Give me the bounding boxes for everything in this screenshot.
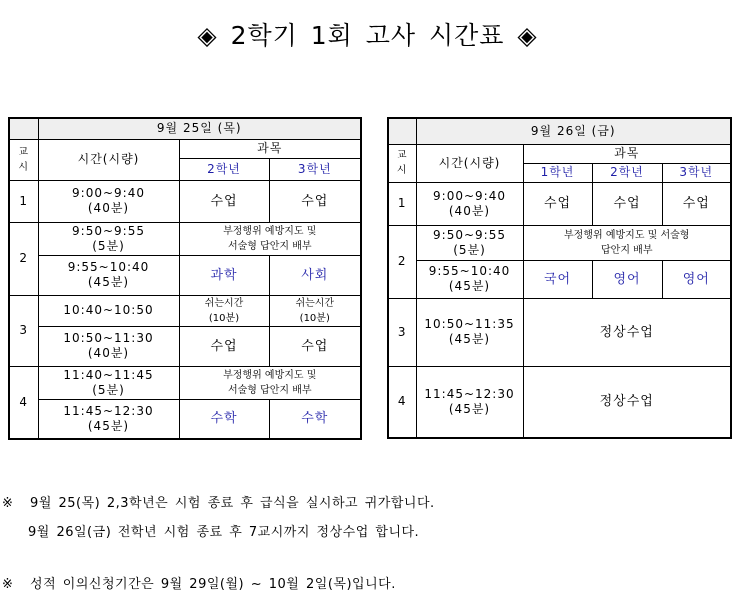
subject-cell: 영어 [592,260,662,298]
grade-header: 1학년 [523,163,592,182]
time-cell: 9:50~9:55 (5분) [38,222,179,255]
note-1b [28,521,419,540]
period-cell: 1 [9,180,38,222]
note-text: 9월 26일(금) 전학년 시험 종료 후 7교시까지 정상수업 합니다. [28,525,420,540]
subject-cell: 수업 [269,180,361,222]
subject-cell: 사회 [269,255,361,295]
grade-header: 2학년 [179,158,269,180]
time-cell: 11:40~11:45 (5분) [38,366,179,399]
time-cell: 9:55~10:40 (45분) [416,260,523,298]
subject-header: 과목 [179,139,361,158]
time-cell: 10:50~11:30 (40분) [38,326,179,366]
period-cell: 3 [9,295,38,366]
time-cell: 10:50~11:35 (45분) [416,298,523,366]
period-cell: 2 [9,222,38,295]
date-header: 9월 25일 (목) [38,118,361,139]
note-1 [2,492,435,511]
date-header: 9월 26일 (금) [416,118,731,144]
break-cell: 쉬는시간 (10분) [269,295,361,326]
subject-cell: 수업 [179,180,269,222]
subject-cell: 수업 [179,326,269,366]
time-cell: 9:50~9:55 (5분) [416,225,523,260]
note-text: 성적 이의신청기간은 9월 29일(월) ~ 10월 2일(목)입니다. [30,577,396,592]
note-mark: ※ [2,577,14,592]
notice-cell: 부정행위 예방지도 및 서술형 답안지 배부 [523,225,731,260]
subject-header: 과목 [523,144,731,163]
subject-cell: 국어 [523,260,592,298]
time-cell: 11:45~12:30 (45분) [38,399,179,439]
grade-header: 3학년 [662,163,731,182]
period-cell: 1 [388,182,416,225]
period-cell: 4 [388,366,416,438]
period-header: 교 시 [9,139,38,180]
subject-cell: 수업 [592,182,662,225]
period-header: 교 시 [388,144,416,182]
period-cell: 2 [388,225,416,298]
period-cell: 3 [388,298,416,366]
schedule-table-sep25 [8,117,362,440]
subject-cell: 수업 [269,326,361,366]
time-cell: 9:00~9:40 (40분) [38,180,179,222]
header-blank [9,118,38,139]
grade-header: 3학년 [269,158,361,180]
regular-class-cell: 정상수업 [523,366,731,438]
subject-cell: 영어 [662,260,731,298]
note-text: 9월 25(목) 2,3학년은 시험 종료 후 급식을 실시하고 귀가합니다. [30,496,435,511]
time-cell: 11:45~12:30 (45분) [416,366,523,438]
page-title: ◈ 2학기 1회 고사 시간표 ◈ [197,21,538,50]
time-cell: 9:55~10:40 (45분) [38,255,179,295]
notice-cell: 부정행위 예방지도 및 서술형 답안지 배부 [179,366,361,399]
time-header: 시간(시량) [416,144,523,182]
time-cell: 10:40~10:50 [38,295,179,326]
regular-class-cell: 정상수업 [523,298,731,366]
grade-header: 2학년 [592,163,662,182]
time-header: 시간(시량) [38,139,179,180]
subject-cell: 과학 [179,255,269,295]
time-cell: 9:00~9:40 (40분) [416,182,523,225]
note-mark: ※ [2,496,14,511]
note-2 [2,573,396,592]
schedule-table-sep26 [387,117,732,439]
notice-cell: 부정행위 예방지도 및 서술형 답안지 배부 [179,222,361,255]
subject-cell: 수업 [523,182,592,225]
period-cell: 4 [9,366,38,439]
subject-cell: 수학 [269,399,361,439]
subject-cell: 수학 [179,399,269,439]
subject-cell: 수업 [662,182,731,225]
header-blank [388,118,416,144]
break-cell: 쉬는시간 (10분) [179,295,269,326]
